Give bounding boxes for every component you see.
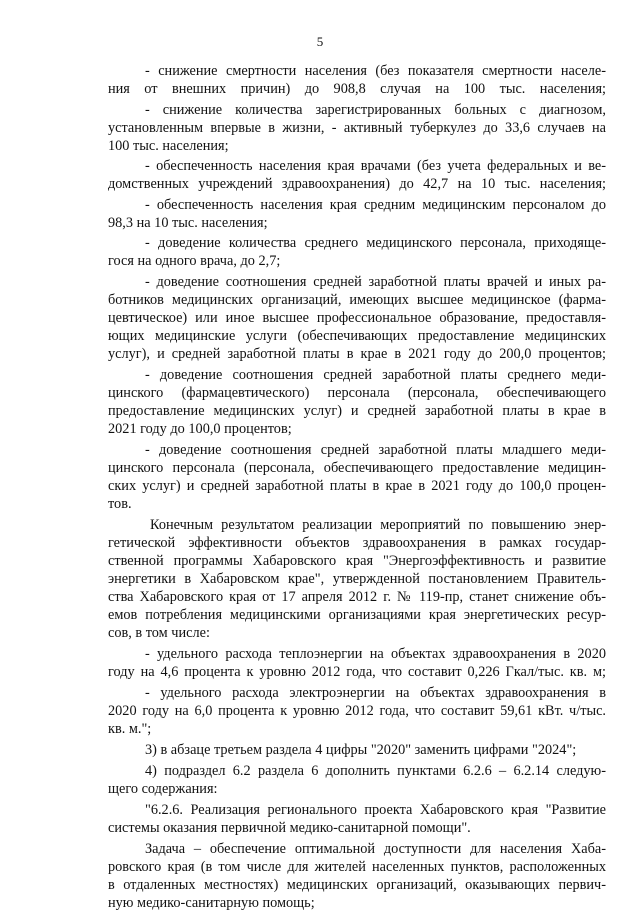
text-line: - обеспеченность населения края врачами (без учета федеральных и ве- (145, 158, 606, 174)
page-number: 5 (316, 34, 324, 49)
text-line: - доведение соотношения средней заработной платы младшего меди- (145, 442, 606, 458)
text-line: - снижение смертности населения (без показателя смертности населе- (145, 63, 606, 79)
text-line: Задача – обеспечение оптимальной доступности для населения Хаба- (145, 841, 606, 857)
text-line: - удельного расхода теплоэнергии на объектах здравоохранения в 2020 (145, 646, 606, 662)
text-line: энергетики в Хабаровском крае", утвержденной постановлением Правитель- (108, 571, 606, 587)
text-line: услуг), и средней заработной платы в крае в 2021 году до 200,0 процентов; (108, 346, 606, 362)
text-line: - доведение соотношения средней заработной платы среднего меди- (145, 367, 606, 383)
text-line: ства Хабаровского края от 17 апреля 2012 г. № 119-пр, станет снижение объ- (108, 589, 606, 605)
text-line: емов потребления медицинскими организациями края энергетических ресур- (108, 607, 606, 623)
text-line: сов, в том числе: (108, 625, 210, 641)
text-line: - снижение количества зарегистрированных больных с диагнозом, (145, 102, 606, 118)
text-line: ную медико-санитарную помощь; (108, 895, 315, 911)
text-line: 3) в абзаце третьем раздела 4 цифры "2020" заменить цифрами "2024"; (145, 742, 577, 758)
text-line: - удельного расхода электроэнергии на объектах здравоохранения в (145, 685, 606, 701)
text-line: цинского (фармацевтического) персонала (персонала, обеспечивающего (108, 385, 606, 401)
text-line: 4) подраздел 6.2 раздела 6 дополнить пунктами 6.2.6 – 6.2.14 следую- (145, 763, 606, 779)
text-line: тов. (108, 496, 132, 512)
text-line: гетической эффективности объектов здравоохранения в рамках госудаp- (108, 535, 606, 551)
text-line: домственных учреждений здравоохранения) до 42,7 на 10 тыс. населения; (108, 176, 606, 192)
text-line: 2021 году до 100,0 процентов; (108, 421, 292, 437)
text-line: в отдаленных местностях) медицинских организаций, оказывающих первич- (108, 877, 606, 893)
text-line: ботников медицинских организаций, имеющих высшее медицинское (фарма- (108, 292, 606, 308)
text-line: "6.2.6. Реализация регионального проекта Хабаровского края "Развитие (145, 802, 606, 818)
text-line: ющих медицинские услуги (обеспечивающих предоставление медицинских (108, 328, 606, 344)
text-line: цинского персонала (персонала, обеспечивающего предоставление медицин- (108, 460, 606, 476)
text-line: гося на одного врача, до 2,7; (108, 253, 281, 269)
text-line: кв. м."; (108, 721, 152, 737)
text-line: 100 тыс. населения; (108, 138, 229, 154)
text-line: системы оказания первичной медико-санитарной помощи". (108, 820, 471, 836)
text-line: - доведение соотношения средней заработной платы врачей и иных ра- (145, 274, 606, 290)
text-line: ния от внешних причин) до 908,8 случая на 100 тыс. населения; (108, 81, 606, 97)
text-line: щего содержания: (108, 781, 218, 797)
text-line: Конечным результатом реализации мероприятий по повышению энер- (150, 517, 606, 533)
text-line: 98,3 на 10 тыс. населения; (108, 215, 268, 231)
text-line: ровского края (в том числе для жителей населенных пунктов, расположенных (108, 859, 606, 875)
text-line: - обеспеченность населения края средним медицинским персоналом до (145, 197, 606, 213)
text-line: ственной программы Хабаровского края "Энергоэффективность и развитие (108, 553, 606, 569)
text-line: установленным впервые в жизни, - активный туберкулез до 33,6 случаев на (108, 120, 606, 136)
text-line: - доведение количества среднего медицинского персонала, приходяще- (145, 235, 606, 251)
text-line: предоставление медицинских услуг) и средней заработной платы в крае в (108, 403, 606, 419)
text-line: ских услуг) и средней заработной платы в крае в 2021 году до 100,0 процен- (108, 478, 606, 494)
text-line: цевтическое) или иное высшее профессиональное образование, предоставля- (108, 310, 606, 326)
text-line: 2020 году на 6,0 процента к уровню 2012 года, что составит 59,61 кВт. ч/тыс. (108, 703, 606, 719)
text-line: году на 4,6 процента к уровню 2012 года, что составит 0,226 Гкал/тыс. кв. м; (108, 664, 606, 680)
